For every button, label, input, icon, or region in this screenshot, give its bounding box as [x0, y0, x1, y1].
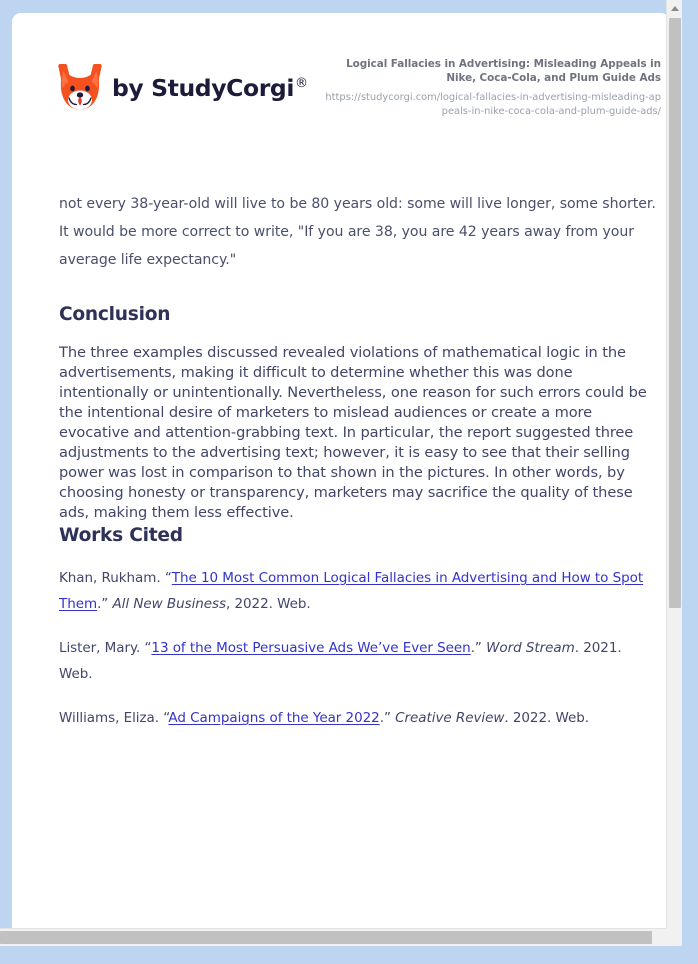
- citation-source: All New Business: [112, 596, 226, 613]
- citation-link[interactable]: Ad Campaigns of the Year 2022: [168, 710, 380, 727]
- citation-tail: , 2022. Web.: [226, 596, 311, 613]
- horizontal-scrollbar[interactable]: [0, 928, 682, 946]
- citation-entry: [59, 565, 659, 617]
- conclusion-paragraph: The three examples discussed revealed violations of mathematical logic in the advertisements, making it difficult to determine whether this was done intentionally or unintentionally. Nevertheless, one reason for such errors could be the intentional desire of marketers to mislead audiences or create a more evocative and attention-grabbing text. In particular, the report suggested three adjustments to the advertising text; however, it is easy to see that their selling power was lost in comparison to that shown in the pictures. In other words, by choosing honesty or transparency, marketers may sacrifice the quality of these ads, making them less effective.: [59, 343, 647, 521]
- citation-author: Williams, Eliza. “: [59, 710, 169, 727]
- citation-entry: [59, 705, 659, 731]
- corgi-logo-icon: [57, 62, 103, 114]
- citation-tail: . 2021. Web.: [59, 640, 622, 683]
- scroll-up-button[interactable]: [667, 0, 682, 16]
- citation-link[interactable]: 13 of the Most Persuasive Ads We’ve Ever Seen: [151, 640, 471, 657]
- arrow-up-icon: [671, 6, 679, 11]
- brand-name-text: by StudyCorgi: [112, 74, 295, 102]
- intro-paragraph: not every 38-year-old will live to be 80 years old: some will live longer, some shorter. It would be more correct to write, "If you are 38, you are 42 years away from your average life expectancy.": [59, 196, 656, 269]
- citation-link[interactable]: The 10 Most Common Logical Fallacies in Advertising and How to Spot Them: [59, 570, 644, 613]
- vertical-scrollbar[interactable]: [666, 0, 682, 946]
- citation-tail: . 2022. Web.: [504, 710, 590, 727]
- citation-separator: .”: [379, 710, 396, 727]
- document-url: https://studycorgi.com/logical-fallacies-in-advertising-misleading-appeals-in-nike-coca-cola-and-plum-guide-ads/: [325, 92, 661, 118]
- citation-separator: .”: [470, 640, 487, 657]
- works-cited-list: [59, 565, 659, 731]
- studycorgi-brand: [57, 62, 308, 114]
- document-header: [12, 13, 670, 163]
- citation-source: Word Stream: [486, 640, 575, 657]
- citation-separator: .”: [97, 596, 113, 613]
- horizontal-scrollbar-thumb[interactable]: [0, 931, 652, 944]
- registered-trademark-icon: ®: [295, 76, 308, 92]
- citation-entry: [59, 635, 659, 687]
- citation-author: Lister, Mary. “: [59, 640, 152, 657]
- works-cited-heading: Works Cited: [59, 524, 183, 546]
- brand-wordmark: [112, 74, 308, 102]
- citation-source: Creative Review: [395, 710, 505, 727]
- scrollbar-corner: [666, 928, 682, 946]
- document-page: [12, 13, 670, 946]
- header-meta: [324, 57, 664, 120]
- document-title: Logical Fallacies in Advertising: Misleading Appeals in Nike, Coca-Cola, and Plum Guide Ads: [346, 57, 661, 85]
- conclusion-heading: Conclusion: [59, 303, 171, 325]
- citation-author: Khan, Rukham. “: [59, 570, 172, 587]
- document-content: [59, 190, 659, 749]
- vertical-scrollbar-thumb[interactable]: [669, 18, 681, 608]
